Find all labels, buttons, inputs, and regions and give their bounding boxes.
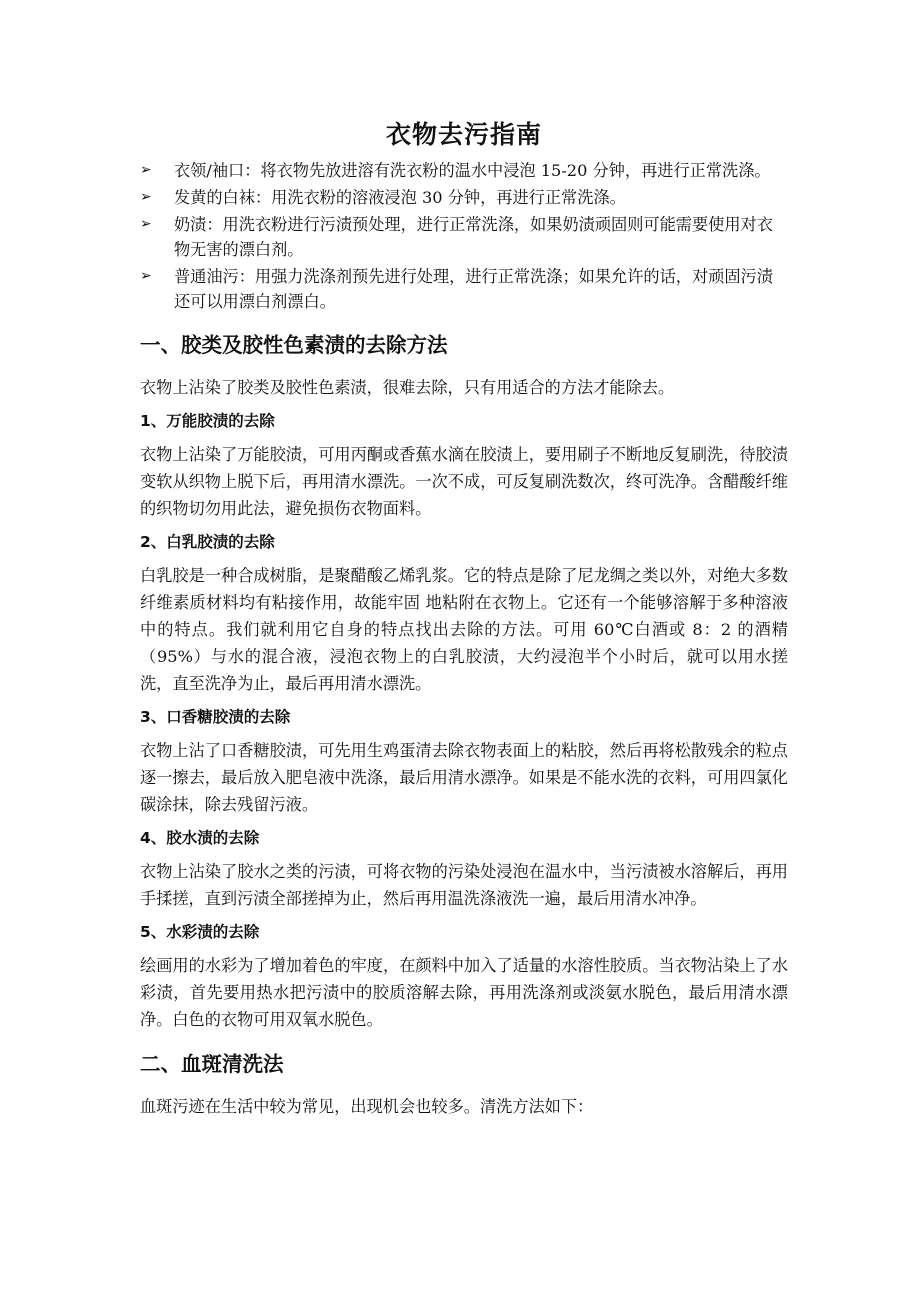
tips-list [140, 158, 788, 314]
list-item [140, 264, 788, 314]
subheading-glue-water: 4、胶水渍的去除 [140, 829, 260, 847]
arrowhead-bullet-icon: ➢ [140, 162, 152, 178]
arrowhead-bullet-icon: ➢ [140, 216, 152, 232]
arrowhead-bullet-icon: ➢ [140, 268, 152, 284]
list-item-text: 衣领/袖口：将衣物先放进溶有洗衣粉的温水中浸泡 15-20 分钟，再进行正常洗涤。 [174, 161, 771, 180]
subheading-chewing-gum: 3、口香糖胶渍的去除 [140, 708, 291, 726]
subheading-universal-glue: 1、万能胶渍的去除 [140, 412, 275, 430]
paragraph-universal-glue: 衣物上沾染了万能胶渍，可用丙酮或香蕉水滴在胶渍上，要用刷子不断地反复刷洗，待胶渍变软从织物上脱下后，再用清水漂洗。一次不成，可反复刷洗数次，终可洗净。含醋酸纤维的织物切勿用此法，避免损伤衣物面料。 [140, 445, 788, 518]
section-intro: 衣物上沾染了胶类及胶性色素渍，很难去除，只有用适合的方法才能除去。 [140, 378, 675, 397]
section-heading-blood-stains: 二、血斑清洗法 [140, 1052, 284, 1076]
subheading-watercolor: 5、水彩渍的去除 [140, 923, 260, 941]
list-item [140, 158, 788, 183]
document-title: 衣物去污指南 [385, 120, 542, 149]
paragraph-chewing-gum: 衣物上沾了口香糖胶渍，可先用生鸡蛋清去除衣物表面上的粘胶，然后再将松散残余的粒点逐一擦去，最后放入肥皂液中洗涤，最后用清水漂净。如果是不能水洗的衣料，可用四氯化碳涂抹，除去残留污液。 [140, 741, 788, 814]
section-heading-glue-stains: 一、胶类及胶性色素渍的去除方法 [140, 333, 448, 357]
list-item [140, 212, 788, 262]
list-item-text: 发黄的白袜：用洗衣粉的溶液浸泡 30 分钟，再进行正常洗涤。 [174, 188, 626, 207]
list-item [140, 185, 788, 210]
arrowhead-bullet-icon: ➢ [140, 189, 152, 205]
paragraph-white-latex: 白乳胶是一种合成树脂，是聚醋酸乙烯乳浆。它的特点是除了尼龙绸之类以外，对绝大多数纤维素质材料均有粘接作用，故能牢固 地粘附在衣物上。它还有一个能够溶解于多种溶液中的特点。我们就利用它自身的特点找出去除的方法。可用 60℃白酒或 8：2 的酒精（95%）与水的混合液，浸泡衣物上的白乳胶渍，大约浸泡半个小时后，就可以用水搓洗，直至洗净为止，最后再用清水漂洗。 [140, 566, 788, 693]
paragraph-watercolor: 绘画用的水彩为了增加着色的牢度，在颜料中加入了适量的水溶性胶质。当衣物沾染上了水彩渍，首先要用热水把污渍中的胶质溶解去除，再用洗涤剂或淡氨水脱色，最后用清水漂净。白色的衣物可用双氧水脱色。 [140, 956, 788, 1029]
list-item-text: 奶渍：用洗衣粉进行污渍预处理，进行正常洗涤，如果奶渍顽固则可能需要使用对衣物无害的漂白剂。 [174, 215, 773, 259]
subheading-white-latex: 2、白乳胶渍的去除 [140, 533, 275, 551]
section-intro: 血斑污迹在生活中较为常见，出现机会也较多。清洗方法如下： [140, 1097, 594, 1116]
document-page [140, 118, 788, 1128]
paragraph-glue-water: 衣物上沾染了胶水之类的污渍，可将衣物的污染处浸泡在温水中，当污渍被水溶解后，再用手揉搓，直到污渍全部搓掉为止，然后再用温洗涤液洗一遍，最后用清水冲净。 [140, 862, 788, 908]
list-item-text: 普通油污：用强力洗涤剂预先进行处理，进行正常洗涤；如果允许的话，对顽固污渍还可以用漂白剂漂白。 [174, 267, 773, 311]
